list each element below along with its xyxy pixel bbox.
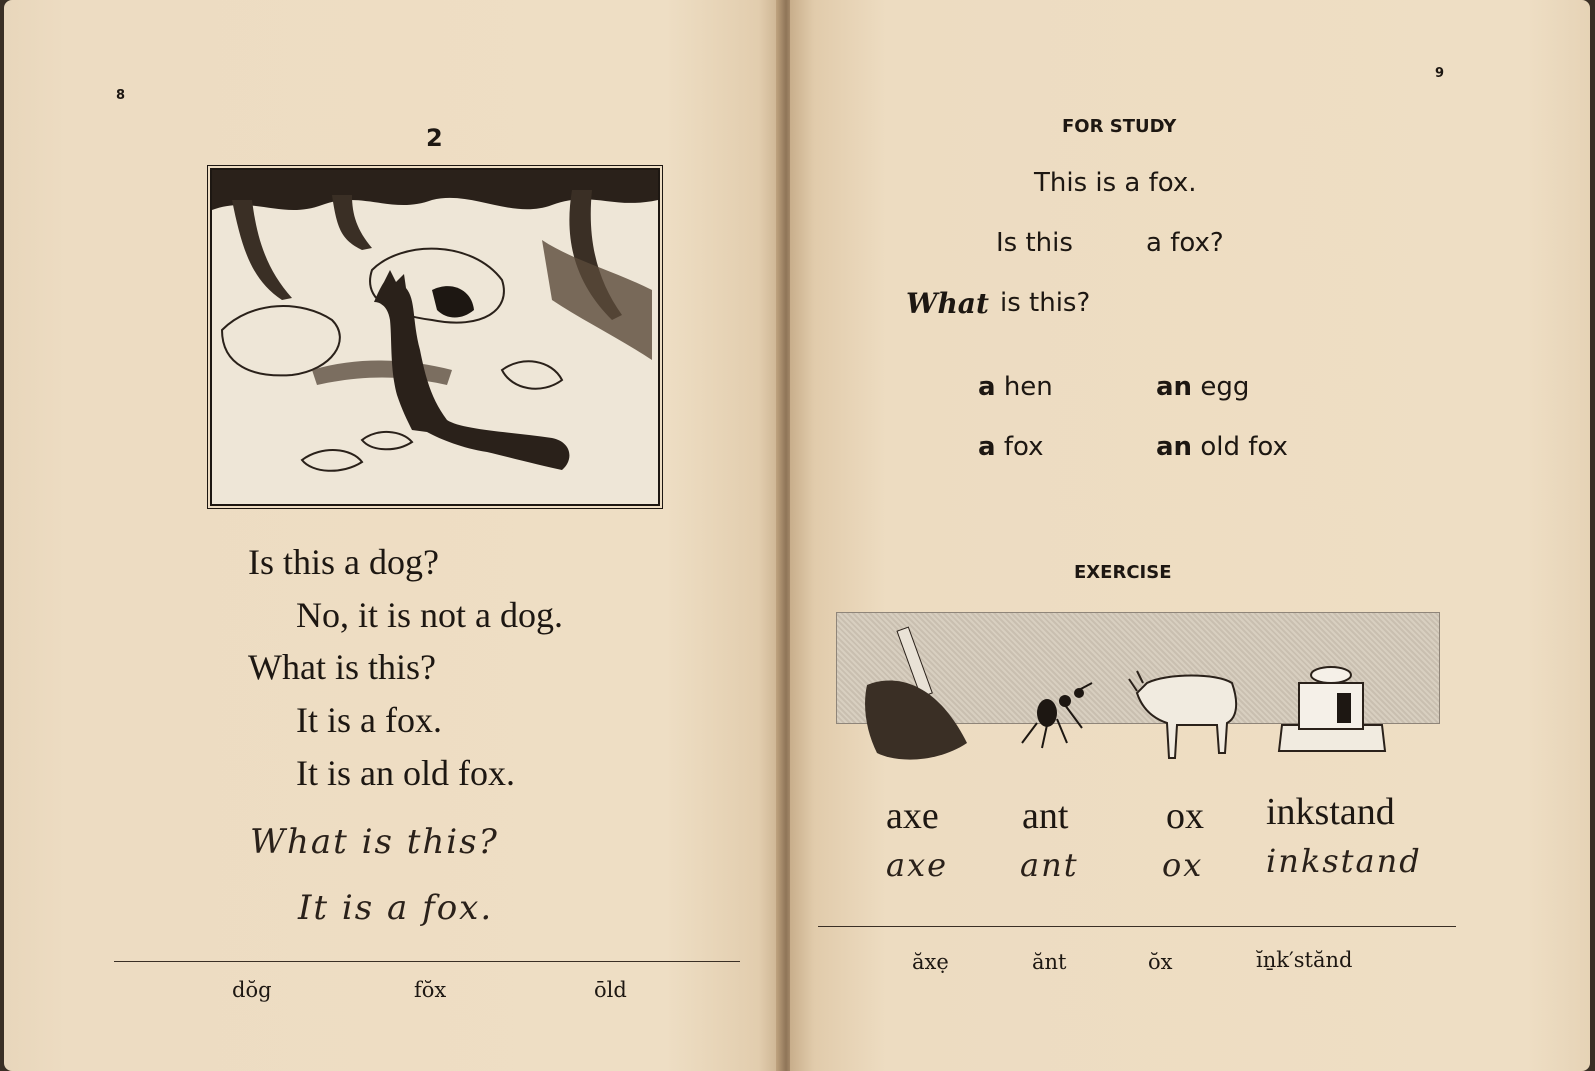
pronunciation-ox: ŏx xyxy=(1148,950,1173,974)
exercise-word-ant: ant xyxy=(1022,795,1069,837)
phrase-a-hen: a hen xyxy=(978,372,1053,402)
script-line-2: It is a fox. xyxy=(298,888,494,928)
reading-line-4: It is a fox. xyxy=(296,700,442,740)
exercise-script-inkstand: inkstand xyxy=(1266,842,1422,880)
reading-line-3: What is this? xyxy=(248,647,436,687)
phrase-an-egg: an egg xyxy=(1156,372,1250,402)
exercise-script-ox: ox xyxy=(1162,846,1204,884)
pronunciation-dog: dŏg xyxy=(232,978,272,1002)
divider-left xyxy=(114,961,740,962)
for-study-heading: FOR STUDY xyxy=(1062,116,1177,137)
phrase-an-old-fox: an old fox xyxy=(1156,432,1288,462)
pronunciation-ant: ănt xyxy=(1032,950,1067,974)
divider-right xyxy=(818,926,1456,927)
exercise-word-ox: ox xyxy=(1166,795,1204,837)
study-line-2a: Is this xyxy=(996,228,1073,258)
study-line-3b: is this? xyxy=(1000,288,1091,318)
axe-icon xyxy=(865,627,967,759)
exercise-word-inkstand: inkstand xyxy=(1266,791,1395,833)
exercise-word-axe: axe xyxy=(886,795,939,837)
page-number-left: 8 xyxy=(116,88,126,103)
pronunciation-fox: fŏx xyxy=(414,978,447,1002)
study-line-2b: a fox? xyxy=(1146,228,1224,258)
fox-icon xyxy=(212,170,658,504)
reading-line-1: Is this a dog? xyxy=(248,542,439,582)
reading-line-2: No, it is not a dog. xyxy=(296,595,563,635)
pronunciation-inkstand: ĭṉk′stănd xyxy=(1256,948,1353,972)
inkstand-icon xyxy=(1279,667,1385,751)
right-page xyxy=(790,0,1590,1071)
exercise-script-axe: axe xyxy=(886,846,949,884)
exercise-heading: EXERCISE xyxy=(1074,562,1172,583)
fox-illustration xyxy=(210,168,660,506)
page-number-right: 9 xyxy=(1435,66,1445,81)
exercise-illustration xyxy=(836,612,1440,724)
left-page xyxy=(4,0,782,1071)
study-line-3a: What xyxy=(906,287,989,320)
lesson-number: 2 xyxy=(426,124,443,152)
reading-line-5: It is an old fox. xyxy=(296,753,515,793)
exercise-script-ant: ant xyxy=(1020,846,1079,884)
phrase-a-fox: a fox xyxy=(978,432,1044,462)
pronunciation-axe: ăxẹ xyxy=(912,950,949,974)
pronunciation-old: ōld xyxy=(594,978,627,1002)
script-line-1: What is this? xyxy=(250,822,499,862)
study-line-1: This is a fox. xyxy=(1034,168,1197,198)
